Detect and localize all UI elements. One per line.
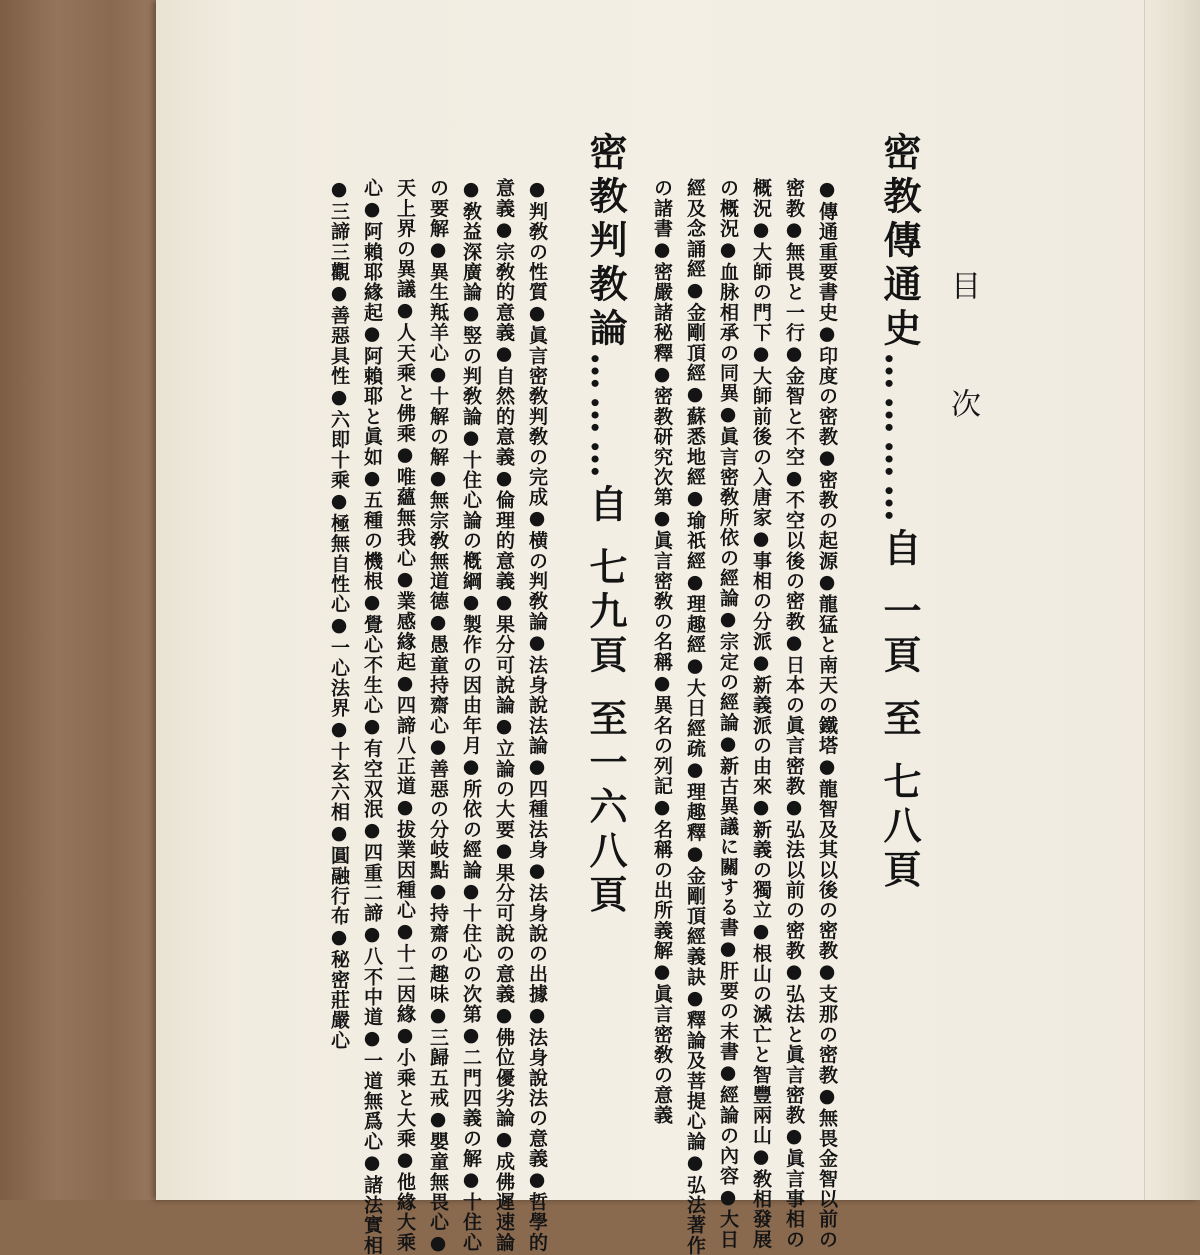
toc-line: ●敎益深廣論●竪の判敎論●十住心論の槪綱●製作の因由年月●所依の經論●十住心の次第●二門四義の解●十住心 <box>460 178 482 1253</box>
wooden-table <box>0 0 160 1200</box>
toc-line: 心●阿賴耶緣起●阿賴耶と眞如●五種の機根●覺心不生心●有空双泯●四重二諦●八不中道●一道無爲心●諸法實相 <box>361 178 383 1255</box>
toc-line: ●三諦三觀●善惡具性●六即十乘●極無自性心●一心法界●十玄六相●圓融行布●秘密莊嚴心 <box>328 178 350 1051</box>
toc-line: の要解●異生羝羊心●十解の解●無宗敎無道德●愚童持齋心●善惡の分岐點●持齋の趣味●三歸五戒●嬰童無畏心● <box>427 178 449 1255</box>
book-page <box>156 0 1200 1255</box>
section-heading-2: 密教判教論………自 七九頁 至一六八頁 <box>583 132 628 919</box>
toc-line: の諸書●密嚴諸秘釋●密教研究次第●眞言密敎の名稱●異名の列記●名稱の出所義解●眞言密敎の意義 <box>651 178 673 1126</box>
toc-title: 目次 <box>945 270 980 506</box>
toc-line: 天上界の異議●人天乘と佛乘●唯蘊無我心●業感緣起●四諦八正道●拔業因種心●十二因緣●小乘と大乘●他緣大乘 <box>394 178 416 1253</box>
toc-line: の概況●血脉相承の同異●眞言密敎所依の經論●宗定の經論●新古異議に關する書●肝要の末書●經論の內容●大日 <box>717 178 739 1250</box>
section-heading-1: 密教傳通史…………自 一頁 至 七八頁 <box>877 132 922 894</box>
toc-line: 概況●大師の門下●大師前後の入唐家●事相の分派●新義派の由來●新義の獨立●根山の滅亡と智豐兩山●敎相發展 <box>750 178 772 1250</box>
toc-line: 經及念誦經●金剛頂經●蘇悉地經●瑜祇經●理趣經●大日經疏●理趣釋●金剛頂經義訣●釋論及菩提心論●弘法著作 <box>684 178 706 1255</box>
toc-line: 意義●宗敎的意義●自然的意義●倫理的意義●果分可說論●立論の大要●果分可說の意義●佛位優劣論●成佛遲速論 <box>493 178 515 1253</box>
toc-line: 密教●無畏と一行●金智と不空●不空以後の密教●日本の眞言密教●弘法以前の密教●弘法と眞言密教●眞言事相の <box>783 178 805 1250</box>
toc-line: ●傳通重要書史●印度の密教●密教の起源●龍猛と南天の鐵塔●龍智及其以後の密教●支那の密教●無畏金智以前の <box>816 178 838 1250</box>
toc-line: ●判敎の性質●眞言密敎判敎の完成●横の判敎論●法身說法論●四種法身●法身說の出據●法身說法の意義●哲學的 <box>526 178 548 1253</box>
page-edge <box>1144 0 1200 1200</box>
